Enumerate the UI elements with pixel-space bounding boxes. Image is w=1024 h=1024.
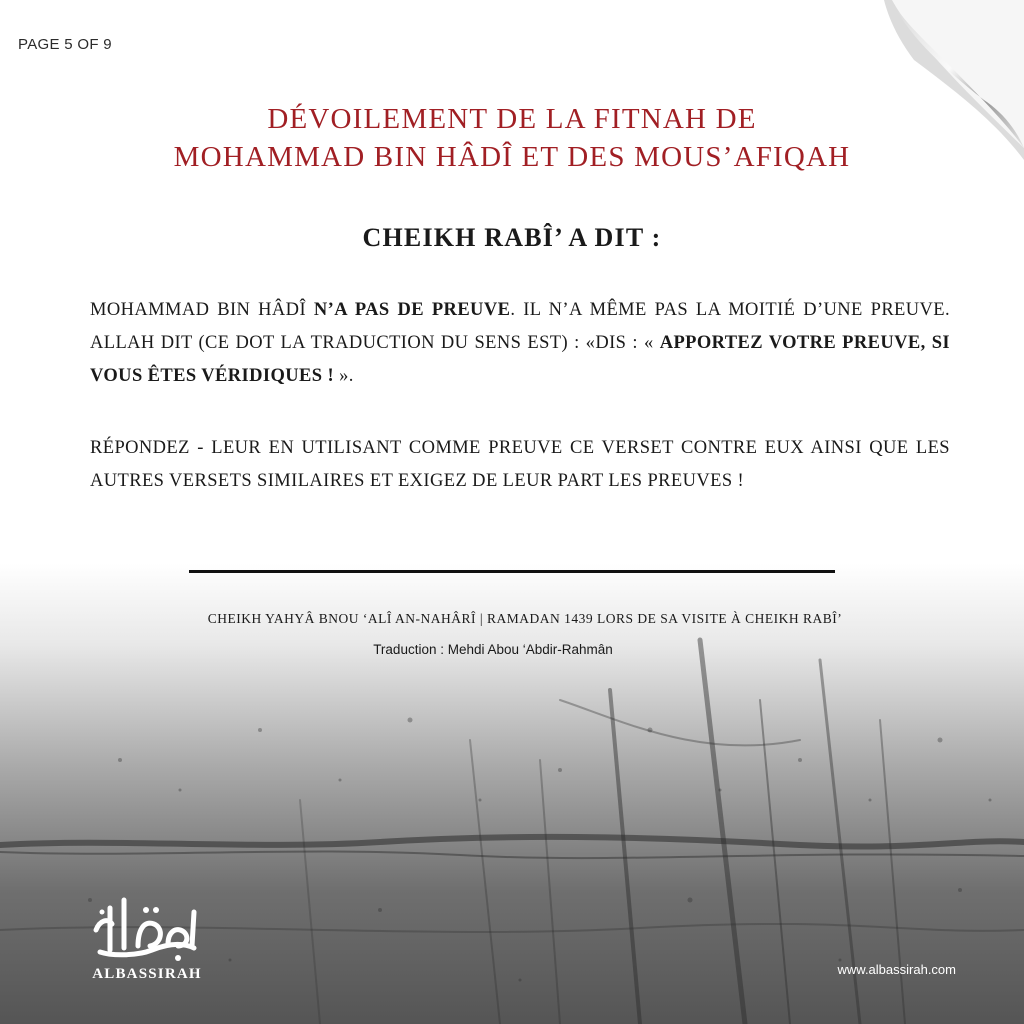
- quote-heading: CHEIKH RABÎ’ A DIT :: [362, 223, 662, 252]
- divider: [189, 570, 835, 573]
- paragraph-1-text-b: . IL N’A MÊME PAS LA MOITIÉ D’UNE PREUVE. ALLAH DIT (CE DOT LA TRADUCTION DU SENS EST) : «DIS : «: [90, 300, 951, 353]
- paragraph-1-text-c: ».: [334, 366, 354, 386]
- page-number: PAGE 5 OF 9: [18, 36, 112, 53]
- website-link[interactable]: www.albassirah.com: [837, 962, 956, 977]
- logo-name: ALBASSIRAH: [92, 966, 202, 982]
- translator-credit: Traduction : Mehdi Abou ‘Abdir-Rahmân: [373, 642, 613, 657]
- source-citation: CHEIKH YAHYÂ BNOU ‘ALÎ AN-NAHÂRÎ | RAMADAN 1439 LORS DE SA VISITE À CHEIKH RABÎ’: [207, 611, 843, 626]
- quote-paragraph-2: RÉPONDEZ - LEUR EN UTILISANT COMME PREUVE CE VERSET CONTRE EUX AINSI QUE LES AUTRES VERSETS SIMILAIRES ET EXIGEZ DE LEUR PART LES PREUVES !: [90, 438, 950, 491]
- quote-paragraph-1: [90, 294, 950, 393]
- paragraph-1-text-a: MOHAMMAD BIN HÂDÎ: [90, 300, 314, 320]
- title-line-1: DÉVOILEMENT DE LA FITNAH DE: [267, 103, 757, 135]
- paragraph-1-bold-a: N’A PAS DE PREUVE: [313, 300, 511, 320]
- arabic-calligraphy-logo-icon: [82, 890, 212, 964]
- title-line-2: MOHAMMAD BIN HÂDÎ ET DES MOUS’AFIQAH: [173, 141, 851, 173]
- page-title: [60, 100, 964, 176]
- paragraph-1-bold-b: APPORTEZ VOTRE PREUVE, SI VOUS ÊTES VÉRIDIQUES !: [90, 333, 950, 386]
- albassirah-logo: [82, 890, 212, 990]
